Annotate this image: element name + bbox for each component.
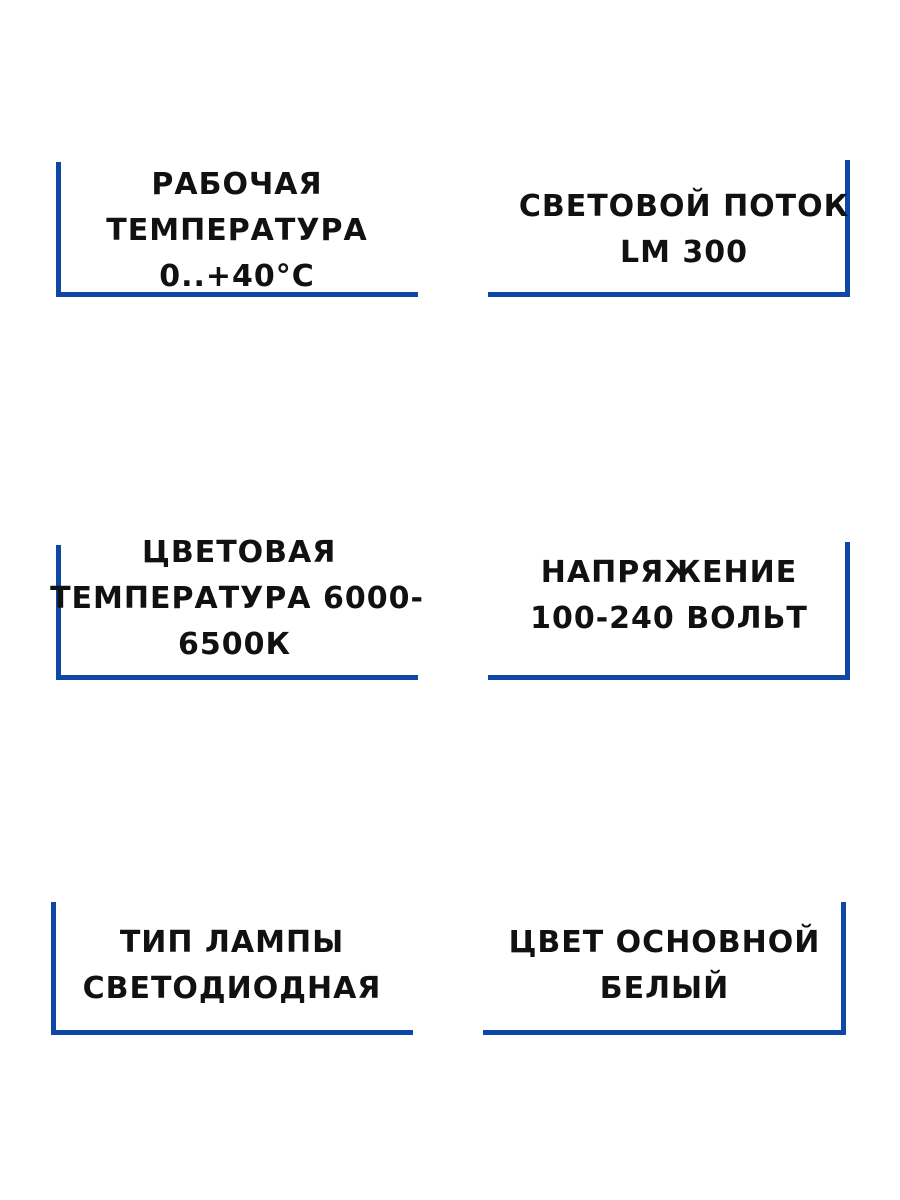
spec-card-lamp-type bbox=[51, 902, 413, 1035]
card-accent-border bbox=[56, 675, 418, 680]
card-accent-border bbox=[483, 1030, 846, 1035]
card-line: ТЕМПЕРАТУРА bbox=[106, 213, 368, 248]
card-line: СВЕТОВОЙ ПОТОК bbox=[518, 189, 850, 224]
card-line: ЦВЕТ ОСНОВНОЙ bbox=[508, 925, 821, 960]
card-text bbox=[483, 920, 846, 1012]
spec-card-operating-temperature bbox=[56, 162, 418, 297]
card-line: 0..+40°С bbox=[159, 259, 315, 294]
card-accent-border bbox=[488, 675, 850, 680]
card-line: 6500К bbox=[178, 627, 292, 662]
card-text bbox=[508, 184, 860, 276]
card-line: 100-240 ВОЛЬТ bbox=[530, 601, 808, 636]
card-text bbox=[46, 530, 428, 668]
card-text bbox=[56, 162, 418, 300]
spec-card-color-temperature bbox=[50, 535, 424, 680]
card-line: РАБОЧАЯ bbox=[151, 167, 323, 202]
card-accent-border bbox=[488, 292, 850, 297]
card-text bbox=[51, 920, 413, 1012]
spec-card-main-color bbox=[483, 902, 846, 1035]
card-accent-border bbox=[51, 1030, 413, 1035]
card-line: НАПРЯЖЕНИЕ bbox=[540, 555, 798, 590]
card-line: ТЕМПЕРАТУРА 6000- bbox=[50, 581, 424, 616]
card-text bbox=[488, 550, 850, 642]
card-line: СВЕТОДИОДНАЯ bbox=[82, 971, 382, 1006]
spec-card-luminous-flux bbox=[488, 160, 850, 297]
spec-card-voltage bbox=[488, 542, 850, 680]
card-line: LM 300 bbox=[619, 235, 749, 270]
card-line: ТИП ЛАМПЫ bbox=[119, 925, 345, 960]
card-line: БЕЛЫЙ bbox=[599, 971, 730, 1006]
card-line: ЦВЕТОВАЯ bbox=[142, 535, 337, 570]
